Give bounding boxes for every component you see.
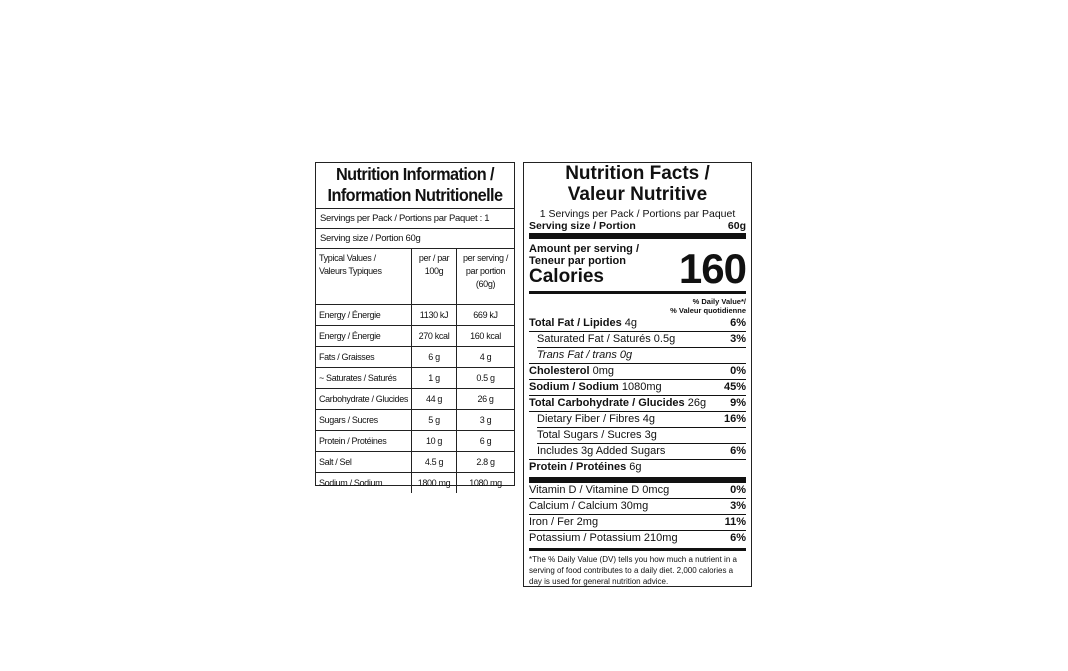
vitamin-d-row	[529, 483, 746, 498]
nutrient-amount: 4g	[624, 317, 638, 329]
sodium-row	[529, 380, 746, 395]
row-per-100g: 44 g	[412, 389, 457, 410]
nutrient-pct: 11%	[724, 516, 746, 528]
row-per-serving: 26 g	[457, 389, 515, 410]
row-name: Carbohydrate / Glucides	[316, 389, 412, 410]
row-name: Sodium / Sodium	[316, 473, 412, 494]
table-row	[316, 326, 514, 347]
daily-value-header	[529, 294, 746, 316]
row-per-100g: 6 g	[412, 347, 457, 368]
left-panel-title-line2: Information Nutritionelle	[327, 185, 503, 205]
amount-line: Teneur par portion	[529, 255, 626, 267]
dv-line: % Daily Value*/	[692, 297, 746, 306]
table-row	[316, 389, 514, 410]
nutrient-label: Dietary Fiber / Fibres 4g	[537, 413, 655, 425]
row-per-serving: 0.5 g	[457, 368, 515, 389]
servings-per-pack: Servings per Pack / Portions par Paquet : 1	[320, 213, 490, 224]
amount-per-serving	[529, 243, 639, 267]
nutrient-pct: 45%	[723, 381, 746, 393]
row-name: Energy / Énergie	[316, 305, 412, 326]
row-per-serving: 160 kcal	[457, 326, 515, 347]
header-text: Valeurs Typiques	[319, 266, 382, 276]
nutrient-amount: 6g	[629, 461, 642, 473]
protein-row	[529, 460, 746, 475]
nutrition-facts-panel	[523, 162, 752, 587]
nutrient-label: Iron / Fer 2mg	[529, 516, 599, 528]
right-panel-title-line2: Valeur Nutritive	[567, 184, 708, 205]
header-per-100g	[412, 249, 457, 305]
table-row	[316, 452, 514, 473]
dv-line: % Valeur quotidienne	[670, 306, 746, 315]
header-text: Typical Values /	[319, 253, 376, 263]
table-row	[316, 431, 514, 452]
nutrient-pct: 0%	[730, 365, 746, 377]
saturated-fat-row	[529, 332, 746, 347]
nutrient-pct: 0%	[730, 484, 746, 496]
header-text: per / par	[418, 253, 450, 263]
table-header-row	[316, 249, 514, 305]
header-text: per serving /	[463, 253, 508, 263]
calcium-row	[529, 499, 746, 514]
serving-size	[529, 220, 746, 232]
row-name: Energy / Énergie	[316, 326, 412, 347]
calories-block	[529, 239, 746, 291]
nutrient-pct: 3%	[730, 500, 746, 512]
serving-size-value: 60g	[727, 220, 746, 232]
row-per-serving: 6 g	[457, 431, 515, 452]
header-text: par portion	[465, 266, 506, 276]
header-per-serving	[457, 249, 515, 305]
iron-row	[529, 515, 746, 530]
total-sugars-row	[529, 428, 746, 443]
nutrient-label: Trans Fat / trans 0g	[537, 349, 633, 361]
total-carbohydrate-row	[529, 396, 746, 411]
row-per-serving: 669 kJ	[457, 305, 515, 326]
nutrient-pct: 6%	[730, 317, 746, 329]
row-per-100g: 1130 kJ	[412, 305, 457, 326]
nutrient-label: Potassium / Potassium 210mg	[529, 532, 678, 544]
row-per-100g: 10 g	[412, 431, 457, 452]
nutrition-table	[316, 248, 514, 493]
row-name: Protein / Protéines	[316, 431, 412, 452]
row-per-100g: 270 kcal	[412, 326, 457, 347]
trans-fat-row	[529, 348, 746, 363]
nutrient-label: Sodium / Sodium	[529, 381, 619, 393]
nutrient-label: Cholesterol	[529, 365, 590, 377]
nutrition-information-panel	[315, 162, 515, 486]
table-row	[316, 473, 514, 494]
nutrient-label: Calcium / Calcium 30mg	[529, 500, 649, 512]
calories-label: Calories	[529, 266, 604, 287]
row-per-serving: 2.8 g	[457, 452, 515, 473]
row-name: Fats / Graisses	[316, 347, 412, 368]
row-per-100g: 5 g	[412, 410, 457, 431]
dietary-fiber-row	[529, 412, 746, 427]
row-name: ~ Saturates / Saturés	[316, 368, 412, 389]
nutrient-label: Vitamin D / Vitamine D 0mcg	[529, 484, 670, 496]
serving-size-label: Serving size / Portion	[529, 220, 636, 232]
table-row	[316, 368, 514, 389]
right-panel-title-line1: Nutrition Facts /	[565, 163, 710, 184]
nutrient-amount: 1080mg	[621, 381, 662, 393]
row-per-100g: 1800 mg	[412, 473, 457, 494]
daily-value-footnote: *The % Daily Value (DV) tells you how much a nutrient in a serving of food contributes to a daily diet. 2,000 calories a day is used for general nutrition advice.	[529, 555, 737, 586]
nutrient-pct: 6%	[730, 445, 746, 457]
table-row	[316, 410, 514, 431]
nutrient-amount: 26g	[687, 397, 707, 409]
row-per-serving: 1080 mg	[457, 473, 515, 494]
header-typical-values	[316, 249, 412, 305]
left-panel-title-line1: Nutrition Information /	[335, 164, 495, 184]
added-sugars-row	[529, 444, 746, 459]
nutrient-pct: 9%	[730, 397, 746, 409]
row-per-100g: 4.5 g	[412, 452, 457, 473]
total-fat-row	[529, 316, 746, 331]
serving-size: Serving size / Portion 60g	[320, 233, 421, 244]
servings-per-pack: 1 Servings per Pack / Portions par Paquet	[539, 208, 736, 220]
nutrient-label: Includes 3g Added Sugars	[537, 445, 666, 457]
cholesterol-row	[529, 364, 746, 379]
header-text: (60g)	[475, 279, 496, 289]
nutrient-label: Saturated Fat / Saturés 0.5g	[537, 333, 676, 345]
row-name: Salt / Sel	[316, 452, 412, 473]
nutrient-amount: 0mg	[592, 365, 614, 377]
nutrient-label: Total Sugars / Sucres 3g	[537, 429, 657, 441]
calories-value: 160	[678, 245, 746, 292]
nutrient-label: Total Carbohydrate / Glucides	[529, 397, 685, 409]
table-row	[316, 347, 514, 368]
header-text: 100g	[424, 266, 444, 276]
nutrient-pct: 16%	[723, 413, 746, 425]
potassium-row	[529, 531, 746, 546]
nutrient-pct: 6%	[730, 532, 746, 544]
row-per-100g: 1 g	[412, 368, 457, 389]
nutrient-pct: 3%	[730, 333, 746, 345]
nutrient-label: Protein / Protéines	[529, 461, 627, 473]
table-row	[316, 305, 514, 326]
row-per-serving: 4 g	[457, 347, 515, 368]
row-per-serving: 3 g	[457, 410, 515, 431]
amount-line: Amount per serving /	[529, 243, 640, 255]
row-name: Sugars / Sucres	[316, 410, 412, 431]
nutrient-label: Total Fat / Lipides	[529, 317, 622, 329]
